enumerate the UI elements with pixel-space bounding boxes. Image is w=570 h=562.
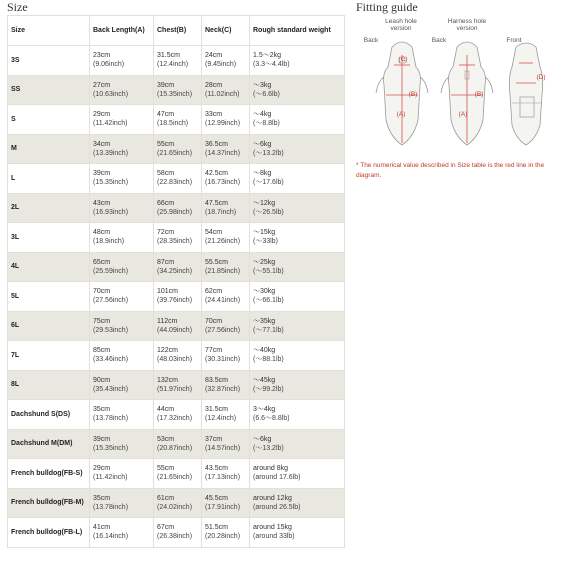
weight-metric: 3〜4kg	[253, 406, 276, 414]
neck-imperial: (11.02inch)	[205, 90, 240, 98]
table-row	[8, 252, 345, 282]
neck-imperial: (20.28inch)	[205, 533, 241, 541]
weight-metric: 〜40kg	[253, 347, 276, 355]
label-back-1: Back	[363, 37, 379, 44]
neck-cell	[202, 75, 250, 105]
size-cell: 3L	[8, 223, 90, 253]
neck-metric: 43.5cm	[205, 465, 228, 473]
back-imperial: (11.42inch)	[93, 474, 128, 482]
chest-cell	[154, 282, 202, 312]
neck-metric: 47.5cm	[205, 199, 228, 207]
neck-metric: 33cm	[205, 111, 223, 119]
chest-imperial: (12.4inch)	[157, 61, 189, 69]
header-size: Size	[8, 16, 90, 46]
neck-cell	[202, 341, 250, 371]
table-row	[8, 400, 345, 430]
neck-cell	[202, 193, 250, 223]
weight-imperial: (around 26.5lb)	[253, 503, 301, 511]
back-imperial: (15.35inch)	[93, 179, 129, 187]
chest-imperial: (39.76inch)	[157, 297, 193, 305]
weight-cell	[250, 164, 345, 194]
weight-imperial: (around 33lb)	[253, 533, 295, 541]
table-row	[8, 193, 345, 223]
label-back-2: Back	[431, 37, 447, 44]
back-metric: 75cm	[93, 317, 111, 325]
back-imperial: (16.93inch)	[93, 208, 129, 216]
chest-cell	[154, 341, 202, 371]
back-metric: 29cm	[93, 465, 111, 473]
neck-metric: 51.5cm	[205, 524, 228, 532]
back-imperial: (33.46inch)	[93, 356, 129, 364]
neck-imperial: (14.37inch)	[205, 149, 241, 157]
size-cell: S	[8, 105, 90, 135]
weight-metric: 〜30kg	[253, 288, 276, 296]
size-table	[7, 15, 345, 548]
back-metric: 34cm	[93, 140, 111, 148]
weight-cell	[250, 282, 345, 312]
weight-imperial: (〜99.2lb)	[253, 385, 284, 393]
back-metric: 43cm	[93, 199, 111, 207]
weight-cell	[250, 75, 345, 105]
back-metric: 70cm	[93, 288, 111, 296]
fitting-diagram	[356, 15, 566, 185]
header-chest: Chest(B)	[154, 16, 202, 46]
table-row	[8, 429, 345, 459]
table-row	[8, 105, 345, 135]
weight-imperial: (6.6〜8.8lb)	[253, 415, 290, 423]
neck-cell	[202, 46, 250, 76]
fitting-guide-title: Fitting guide	[356, 0, 418, 14]
fitting-note: * The numerical value described in Size table is the red line in the diagram.	[356, 162, 545, 179]
neck-cell	[202, 518, 250, 548]
chest-cell	[154, 311, 202, 341]
chest-metric: 47cm	[157, 111, 175, 119]
size-cell: French bulldog(FB-L)	[8, 518, 90, 548]
chest-metric: 55cm	[157, 465, 175, 473]
neck-metric: 70cm	[205, 317, 223, 325]
back-imperial: (15.35inch)	[93, 444, 129, 452]
weight-imperial: (〜13.2lb)	[253, 444, 284, 452]
weight-cell	[250, 46, 345, 76]
label-b-2: (B)	[474, 91, 484, 98]
back-metric: 41cm	[93, 524, 111, 532]
chest-imperial: (17.32inch)	[157, 415, 193, 423]
chest-cell	[154, 518, 202, 548]
back-metric: 65cm	[93, 258, 111, 266]
back-cell	[90, 370, 154, 400]
back-imperial: (11.42inch)	[93, 120, 128, 128]
weight-cell	[250, 134, 345, 164]
neck-cell	[202, 311, 250, 341]
chest-cell	[154, 223, 202, 253]
size-cell: 7L	[8, 341, 90, 371]
chest-imperial: (25.98inch)	[157, 208, 193, 216]
size-cell: 2L	[8, 193, 90, 223]
weight-cell	[250, 518, 345, 548]
weight-metric: around 8kg	[253, 465, 289, 473]
back-imperial: (35.43inch)	[93, 385, 129, 393]
weight-imperial: (〜33lb)	[253, 238, 278, 246]
chest-cell	[154, 164, 202, 194]
back-cell	[90, 252, 154, 282]
chest-cell	[154, 134, 202, 164]
neck-metric: 55.5cm	[205, 258, 228, 266]
weight-imperial: (〜77.1lb)	[253, 326, 284, 334]
size-title: Size	[7, 0, 28, 14]
back-cell	[90, 75, 154, 105]
weight-metric: 〜45kg	[253, 376, 276, 384]
label-harness-hole-version: Harness hole version	[447, 18, 487, 32]
back-imperial: (27.56inch)	[93, 297, 129, 305]
label-d: (D)	[536, 74, 546, 81]
neck-cell	[202, 252, 250, 282]
neck-imperial: (21.26inch)	[205, 238, 241, 246]
chest-cell	[154, 429, 202, 459]
label-leash-hole-version: Leash hole version	[385, 18, 417, 32]
chest-imperial: (21.65inch)	[157, 474, 193, 482]
weight-metric: 1.5〜2kg	[253, 52, 282, 60]
chest-metric: 53cm	[157, 435, 175, 443]
back-metric: 39cm	[93, 435, 111, 443]
weight-cell	[250, 341, 345, 371]
neck-metric: 45.5cm	[205, 494, 228, 502]
neck-imperial: (14.57inch)	[205, 444, 241, 452]
back-imperial: (18.9inch)	[93, 238, 125, 246]
neck-imperial: (18.7inch)	[205, 208, 237, 216]
table-row	[8, 46, 345, 76]
chest-imperial: (44.09inch)	[157, 326, 193, 334]
back-cell	[90, 459, 154, 489]
neck-metric: 83.5cm	[205, 376, 228, 384]
back-cell	[90, 46, 154, 76]
back-cell	[90, 282, 154, 312]
weight-metric: 〜12kg	[253, 199, 276, 207]
back-imperial: (10.63inch)	[93, 90, 129, 98]
header-neck: Neck(C)	[202, 16, 250, 46]
chest-imperial: (15.35inch)	[157, 90, 193, 98]
neck-metric: 37cm	[205, 435, 223, 443]
chest-cell	[154, 459, 202, 489]
weight-cell	[250, 400, 345, 430]
neck-cell	[202, 282, 250, 312]
coat-diagrams-svg	[356, 15, 566, 155]
weight-cell	[250, 488, 345, 518]
back-cell	[90, 164, 154, 194]
label-front: Front	[506, 37, 522, 44]
neck-metric: 24cm	[205, 52, 223, 60]
back-cell	[90, 518, 154, 548]
size-cell: Dachshund S(DS)	[8, 400, 90, 430]
weight-imperial: (〜66.1lb)	[253, 297, 284, 305]
weight-imperial: (〜13.2lb)	[253, 149, 284, 157]
chest-metric: 58cm	[157, 170, 175, 178]
chest-imperial: (28.35inch)	[157, 238, 193, 246]
back-cell	[90, 400, 154, 430]
neck-imperial: (12.4inch)	[205, 415, 237, 423]
neck-cell	[202, 164, 250, 194]
neck-cell	[202, 429, 250, 459]
chest-metric: 87cm	[157, 258, 175, 266]
size-cell: French bulldog(FB-S)	[8, 459, 90, 489]
size-table-body	[8, 16, 345, 548]
neck-metric: 31.5cm	[205, 406, 228, 414]
chest-metric: 72cm	[157, 229, 175, 237]
header-weight: Rough standard weight	[250, 16, 345, 46]
size-cell: L	[8, 164, 90, 194]
back-metric: 35cm	[93, 494, 111, 502]
neck-cell	[202, 105, 250, 135]
weight-cell	[250, 459, 345, 489]
back-metric: 90cm	[93, 376, 111, 384]
weight-imperial: (3.3〜4.4lb)	[253, 61, 290, 69]
table-row	[8, 488, 345, 518]
back-cell	[90, 193, 154, 223]
weight-metric: 〜6kg	[253, 435, 272, 443]
table-row	[8, 459, 345, 489]
back-cell	[90, 223, 154, 253]
weight-imperial: (〜26.5lb)	[253, 208, 284, 216]
chest-cell	[154, 488, 202, 518]
neck-imperial: (21.85inch)	[205, 267, 241, 275]
back-cell	[90, 134, 154, 164]
back-metric: 27cm	[93, 81, 111, 89]
size-cell: 8L	[8, 370, 90, 400]
neck-imperial: (16.73inch)	[205, 179, 241, 187]
weight-metric: 〜35kg	[253, 317, 276, 325]
back-imperial: (16.14inch)	[93, 533, 129, 541]
weight-metric: around 12kg	[253, 494, 292, 502]
chest-cell	[154, 370, 202, 400]
chest-cell	[154, 193, 202, 223]
table-row	[8, 223, 345, 253]
chest-cell	[154, 252, 202, 282]
neck-imperial: (17.13inch)	[205, 474, 241, 482]
neck-imperial: (9.45inch)	[205, 61, 237, 69]
chest-metric: 44cm	[157, 406, 175, 414]
label-b-1: (B)	[408, 91, 418, 98]
label-a-2: (A)	[458, 111, 468, 118]
chest-imperial: (24.02inch)	[157, 503, 193, 511]
size-cell: 4L	[8, 252, 90, 282]
table-row	[8, 134, 345, 164]
back-cell	[90, 341, 154, 371]
neck-metric: 28cm	[205, 81, 223, 89]
size-cell: French bulldog(FB-M)	[8, 488, 90, 518]
neck-imperial: (24.41inch)	[205, 297, 241, 305]
weight-metric: 〜15kg	[253, 229, 276, 237]
chest-imperial: (22.83inch)	[157, 179, 193, 187]
chest-cell	[154, 75, 202, 105]
table-row	[8, 75, 345, 105]
chest-cell	[154, 46, 202, 76]
neck-imperial: (30.31inch)	[205, 356, 241, 364]
neck-metric: 77cm	[205, 347, 223, 355]
table-row	[8, 164, 345, 194]
size-cell: 6L	[8, 311, 90, 341]
chest-imperial: (20.87inch)	[157, 444, 193, 452]
back-cell	[90, 105, 154, 135]
chest-imperial: (26.38inch)	[157, 533, 193, 541]
chest-imperial: (51.97inch)	[157, 385, 193, 393]
back-imperial: (29.53inch)	[93, 326, 129, 334]
weight-imperial: (around 17.6lb)	[253, 474, 301, 482]
back-metric: 39cm	[93, 170, 111, 178]
neck-cell	[202, 459, 250, 489]
chest-metric: 39cm	[157, 81, 175, 89]
neck-cell	[202, 223, 250, 253]
back-cell	[90, 311, 154, 341]
weight-imperial: (〜55.1lb)	[253, 267, 284, 275]
chest-metric: 55cm	[157, 140, 175, 148]
weight-imperial: (〜8.8lb)	[253, 120, 280, 128]
neck-metric: 42.5cm	[205, 170, 228, 178]
label-c: (C)	[398, 56, 408, 63]
neck-cell	[202, 370, 250, 400]
weight-cell	[250, 370, 345, 400]
back-imperial: (13.78inch)	[93, 503, 129, 511]
chest-cell	[154, 400, 202, 430]
label-a-1: (A)	[396, 111, 406, 118]
back-imperial: (13.39inch)	[93, 149, 129, 157]
size-cell: 5L	[8, 282, 90, 312]
weight-cell	[250, 193, 345, 223]
neck-imperial: (12.99inch)	[205, 120, 241, 128]
neck-cell	[202, 400, 250, 430]
size-cell: Dachshund M(DM)	[8, 429, 90, 459]
weight-metric: 〜8kg	[253, 170, 272, 178]
weight-metric: around 15kg	[253, 524, 292, 532]
weight-cell	[250, 429, 345, 459]
chest-metric: 67cm	[157, 524, 175, 532]
chest-metric: 61cm	[157, 494, 175, 502]
weight-imperial: (〜17.6lb)	[253, 179, 284, 187]
chest-imperial: (48.03inch)	[157, 356, 193, 364]
back-metric: 85cm	[93, 347, 111, 355]
coat-front-view	[509, 43, 542, 145]
table-row	[8, 311, 345, 341]
weight-cell	[250, 223, 345, 253]
neck-imperial: (27.56inch)	[205, 326, 241, 334]
back-metric: 29cm	[93, 111, 111, 119]
neck-cell	[202, 134, 250, 164]
weight-imperial: (〜6.6lb)	[253, 90, 280, 98]
neck-imperial: (17.91inch)	[205, 503, 241, 511]
chest-metric: 112cm	[157, 317, 178, 325]
chest-metric: 132cm	[157, 376, 179, 384]
weight-metric: 〜3kg	[253, 81, 272, 89]
table-row	[8, 518, 345, 548]
weight-cell	[250, 252, 345, 282]
size-table-header-row	[8, 16, 345, 46]
table-row	[8, 341, 345, 371]
neck-imperial: (32.87inch)	[205, 385, 241, 393]
back-cell	[90, 429, 154, 459]
weight-metric: 〜25kg	[253, 258, 276, 266]
weight-imperial: (〜88.1lb)	[253, 356, 284, 364]
size-cell: M	[8, 134, 90, 164]
neck-cell	[202, 488, 250, 518]
chest-metric: 66cm	[157, 199, 175, 207]
back-imperial: (9.06inch)	[93, 61, 125, 69]
size-cell: SS	[8, 75, 90, 105]
weight-cell	[250, 105, 345, 135]
back-cell	[90, 488, 154, 518]
back-imperial: (25.59inch)	[93, 267, 129, 275]
chest-metric: 122cm	[157, 347, 179, 355]
neck-metric: 36.5cm	[205, 140, 228, 148]
weight-metric: 〜4kg	[253, 111, 272, 119]
chest-imperial: (21.65inch)	[157, 149, 193, 157]
weight-cell	[250, 311, 345, 341]
chest-imperial: (18.5inch)	[157, 120, 189, 128]
chest-imperial: (34.25inch)	[157, 267, 193, 275]
neck-metric: 62cm	[205, 288, 223, 296]
size-cell: 3S	[8, 46, 90, 76]
back-imperial: (13.78inch)	[93, 415, 129, 423]
weight-metric: 〜6kg	[253, 140, 272, 148]
table-row	[8, 370, 345, 400]
back-metric: 35cm	[93, 406, 111, 414]
chest-cell	[154, 105, 202, 135]
chest-metric: 31.5cm	[157, 52, 180, 60]
table-row	[8, 282, 345, 312]
neck-metric: 54cm	[205, 229, 223, 237]
back-metric: 23cm	[93, 52, 111, 60]
header-back-length: Back Length(A)	[90, 16, 154, 46]
back-metric: 48cm	[93, 229, 111, 237]
chest-metric: 101cm	[157, 288, 179, 296]
